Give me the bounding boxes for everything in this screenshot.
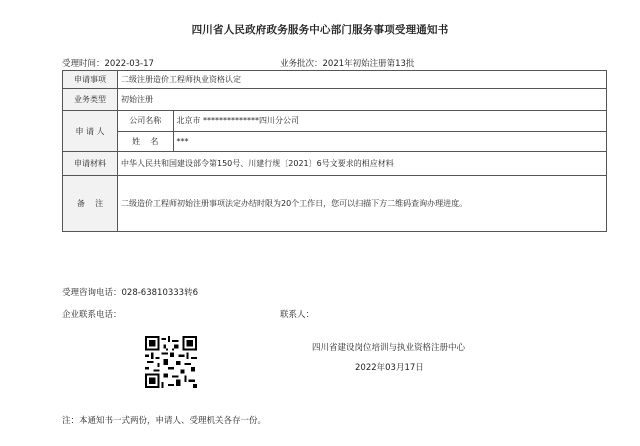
batch-label: 业务批次：: [280, 59, 323, 69]
consult-phone-label: 受理咨询电话：: [62, 288, 122, 298]
applicant-subtable: [118, 111, 606, 151]
row-materials: [63, 152, 607, 176]
row-remarks: [63, 176, 607, 232]
contact-label: 联系人：: [280, 310, 315, 320]
materials-value: 中华人民共和国建设部令第150号、川建行规〔2021〕6号文要求的相应材料: [118, 152, 607, 176]
row-applicant: [63, 111, 607, 152]
applicant-label: 申 请 人: [63, 111, 118, 152]
company-phone-label: 企业联系电话：: [62, 310, 122, 320]
row-type: [63, 89, 607, 111]
accept-time-label: 受理时间：: [62, 59, 105, 69]
remarks-label: 备 注: [63, 176, 118, 232]
footnote: 注：本通知书一式两份，申请人、受理机关各存一份。: [62, 416, 267, 426]
name-label: 姓 名: [118, 131, 173, 151]
accept-time: [62, 57, 154, 69]
qr-code-icon[interactable]: [145, 336, 197, 388]
accept-time-value: 2022-03-17: [104, 59, 154, 69]
issuing-org: 四川省建设岗位培训与执业资格注册中心: [312, 343, 466, 353]
type-value: 初始注册: [118, 89, 607, 111]
item-label: 申请事项: [63, 71, 118, 89]
type-label: 业务类型: [63, 89, 118, 111]
batch: [280, 57, 414, 69]
issue-date: 2022年03月17日: [355, 363, 424, 373]
remarks-value: 二级造价工程师初始注册事项法定办结时限为20个工作日，您可以扫描下方二维码查询办理进度。: [118, 176, 607, 232]
application-form-table: [62, 70, 607, 232]
company-label: 公司名称: [118, 111, 173, 131]
consult-phone: [62, 286, 198, 298]
document-title: 四川省人民政府政务服务中心部门服务事项受理通知书: [191, 24, 449, 36]
company-value: 北京市 **************四川分公司: [173, 111, 606, 131]
row-item: [63, 71, 607, 89]
item-value: 二级注册造价工程师执业资格认定: [118, 71, 607, 89]
batch-value: 2021年初始注册第13批: [322, 59, 415, 69]
materials-label: 申请材料: [63, 152, 118, 176]
consult-phone-value: 028-63810333转6: [121, 288, 198, 298]
name-value: ***: [173, 131, 606, 151]
